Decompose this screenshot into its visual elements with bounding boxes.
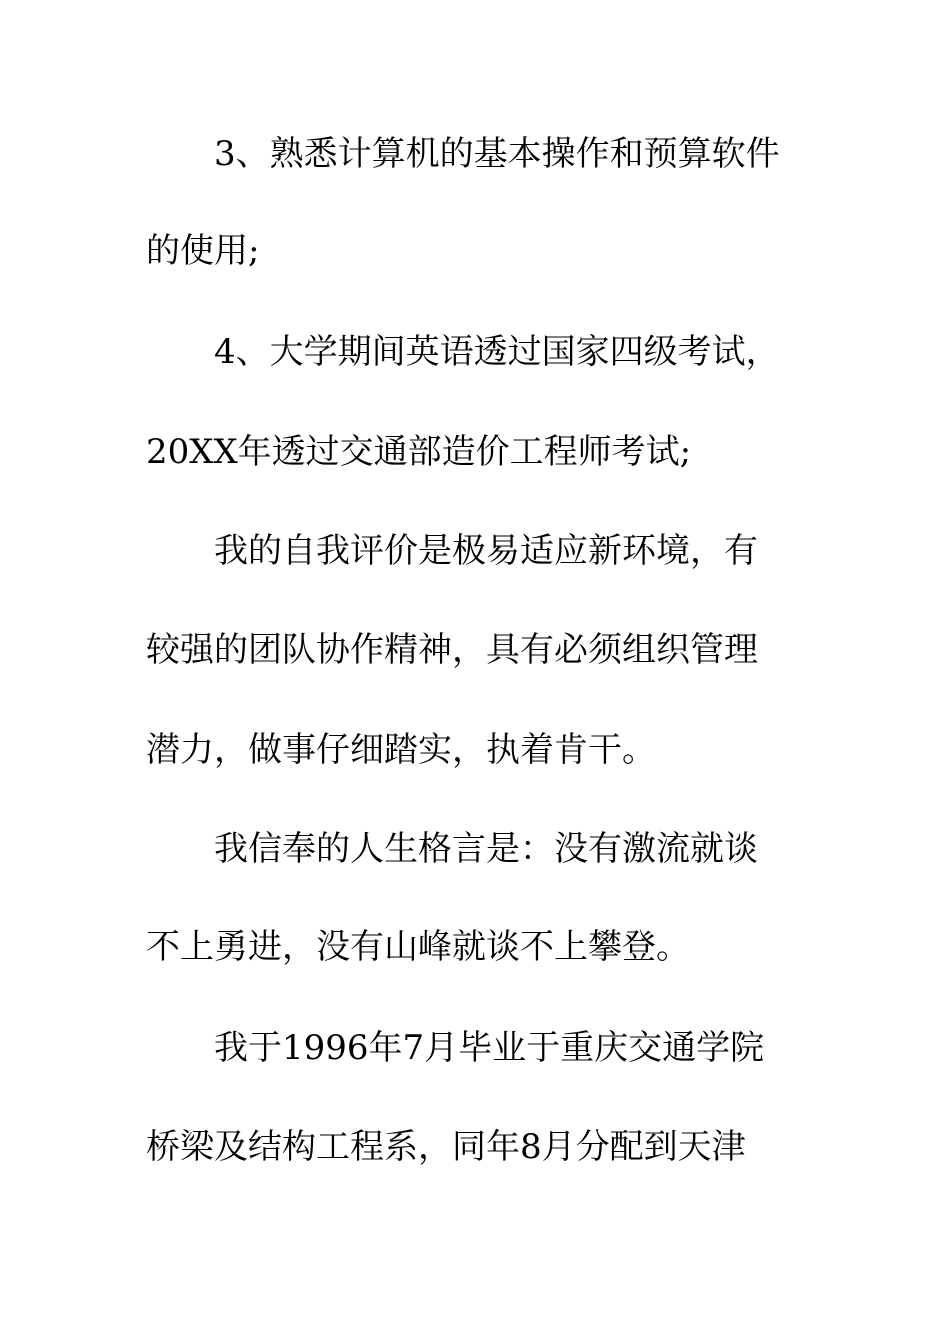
text-line-3: 4、大学期间英语透过国家四级考试， (214, 332, 780, 372)
text-line-9: 不上勇进，没有山峰就谈不上攀登。 (146, 927, 690, 967)
text-line-10: 我于1996年7月毕业于重庆交通学院 (214, 1028, 765, 1068)
text-line-7: 潜力，做事仔细踏实，执着肯干。 (146, 730, 656, 770)
text-line-8: 我信奉的人生格言是：没有激流就谈 (214, 829, 758, 869)
text-line-4: 20XX年透过交通部造价工程师考试; (146, 432, 692, 472)
text-line-5: 我的自我评价是极易适应新环境，有 (214, 531, 758, 571)
text-line-11: 桥梁及结构工程系，同年8月分配到天津 (146, 1127, 746, 1167)
text-line-2: 的使用; (146, 231, 260, 271)
text-line-1: 3、熟悉计算机的基本操作和预算软件 (214, 134, 780, 174)
text-line-6: 较强的团队协作精神，具有必须组织管理 (146, 630, 758, 670)
